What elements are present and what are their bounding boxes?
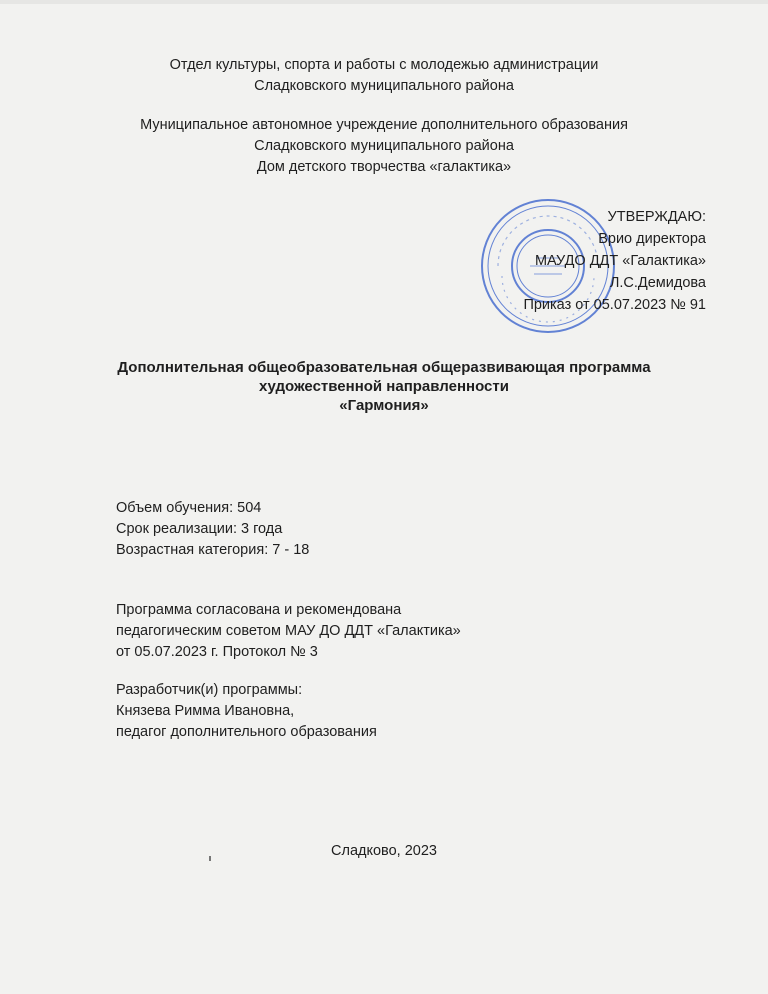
department-header — [0, 55, 768, 97]
institution-line-3: Дом детского творчества «галактика» — [256, 159, 512, 175]
city-year: Сладково, 2023 — [331, 843, 437, 859]
program-name: «Гармония» — [339, 397, 429, 414]
agreement-block — [116, 600, 461, 663]
approval-organization: МАУДО ДДТ «Галактика» — [534, 253, 706, 269]
institution-line-2: Сладковского муниципального района — [254, 138, 514, 154]
agreement-line-3: от 05.07.2023 г. Протокол № 3 — [116, 644, 318, 660]
institution-header — [0, 115, 768, 178]
program-details — [116, 498, 309, 561]
approval-signatory: Л.С.Демидова — [609, 275, 706, 291]
approval-block — [523, 206, 706, 316]
age-category: Возрастная категория: 7 - 18 — [116, 542, 310, 558]
department-line-2: Сладковского муниципального района — [254, 78, 514, 94]
approval-heading: УТВЕРЖДАЮ: — [607, 209, 706, 225]
study-volume: Объем обучения: 504 — [116, 500, 262, 516]
implementation-period: Срок реализации: 3 года — [116, 521, 283, 537]
approval-order: Приказ от 05.07.2023 № 91 — [523, 297, 706, 313]
developer-block — [116, 680, 377, 743]
agreement-line-1: Программа согласована и рекомендована — [116, 602, 402, 618]
institution-line-1: Муниципальное автономное учреждение дополнительного образования — [140, 117, 628, 133]
program-title — [0, 358, 768, 415]
agreement-line-2: педагогическим советом МАУ ДО ДДТ «Галактика» — [116, 623, 461, 639]
developer-position: педагог дополнительного образования — [116, 724, 377, 740]
developer-name: Князева Римма Ивановна, — [116, 703, 295, 719]
program-title-line-2: художественной направленности — [259, 378, 509, 395]
program-title-line-1: Дополнительная общеобразовательная общеразвивающая программа — [117, 359, 651, 376]
department-line-1: Отдел культуры, спорта и работы с молодежью администрации — [169, 57, 599, 73]
developer-heading: Разработчик(и) программы: — [116, 682, 303, 698]
page-top-edge — [0, 0, 768, 4]
approval-position: Врио директора — [598, 231, 706, 247]
